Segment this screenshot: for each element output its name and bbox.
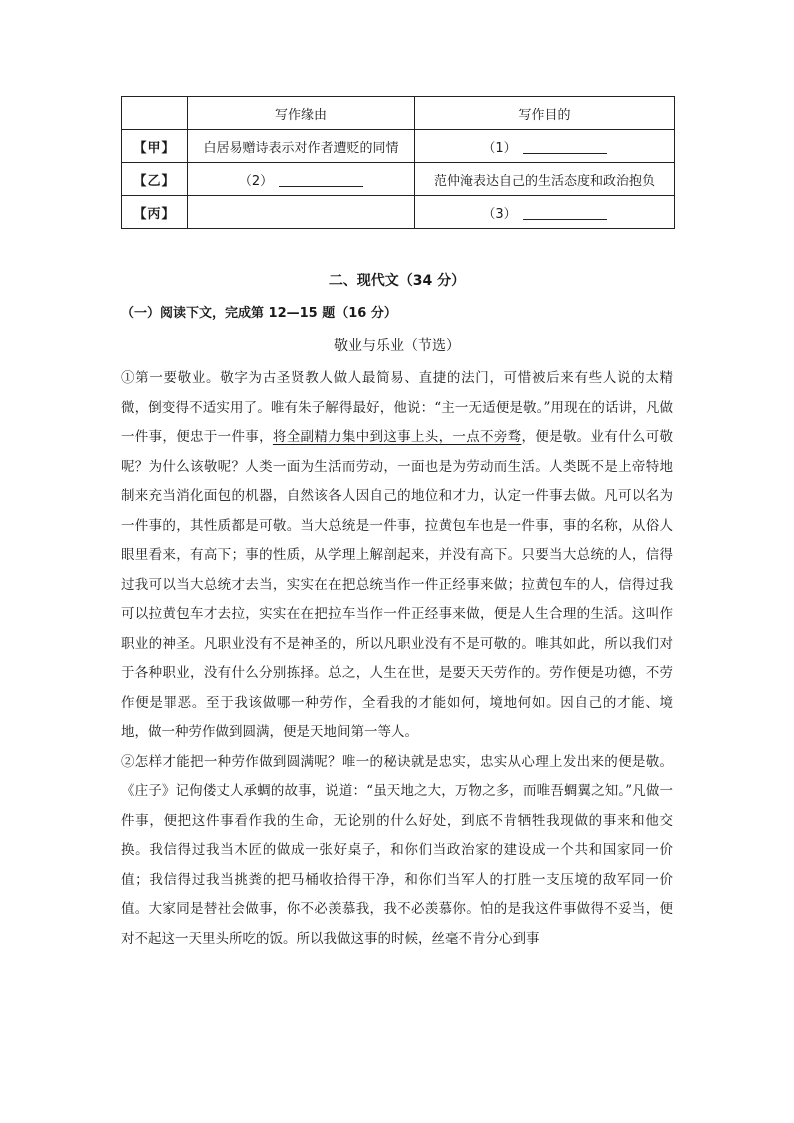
article-title: 敬业与乐业（节选） [334,338,460,354]
purpose-cell-jia [415,130,675,163]
comparison-table [121,96,675,229]
underlined-phrase: 将全副精力集中到这事上头，一点不旁骛 [272,429,522,445]
subsection-title: （一）阅读下文，完成第 12—15 题（16 分） [121,306,397,321]
paragraph-1-text-after: ，便是敬。业有什么可敬呢？为什么该敬呢？人类一面为生活而劳动，一面也是为劳动而生活。人类既不是上帝特地制来充当消化面包的机器，自然该各人因自己的地位和才力，认定一件事去做。凡可以名为一件事的，其性质都是可敬。当大总统是一件事，拉黄包车也是一件事，事的名称，从俗人眼里看来，有高下；事的性质，从学理上解剖起来，并没有高下。只要当大总统的人，信得过我可以当大总统才去当，实实在在把总统当作一件正经事来做；拉黄包车的人，信得过我可以拉黄包车才去拉，实实在在把拉车当作一件正经事来做，便是人生合理的生活。这叫作职业的神圣。凡职业没有不是神圣的，所以凡职业没有不是可敬的。唯其如此，所以我们对于各种职业，没有什么分别拣择。总之，人生在世，是要天天劳作的。劳作便是功德，不劳作便是罪恶。至于我该做哪一种劳作，全看我的才能如何，境地何如。因自己的才能、境地，做一种劳作做到圆满，便是天地间第一等人。 [121,429,674,740]
answer-blank-2[interactable] [279,174,363,187]
paragraph-1 [121,364,673,748]
table-row-yi [122,163,675,196]
table-header-row [122,97,675,130]
reason-cell-bing [188,196,415,229]
reason-cell-jia: 白居易赠诗表示对作者遭贬的同情 [188,130,415,163]
purpose-cell-bing [415,196,675,229]
paragraph-1-text-before: ①第一要敬业。敬字为古圣贤教人做人最简易、直捷的法门，可惜被后来有些人说的太精微，倒变得不适实用了。唯有朱子解得最好，他说：“主一无适便是敬。”用现在的话讲，凡做一件事，便忠于一件事， [121,370,673,445]
header-cell-corner [122,97,188,130]
row-label-yi: 【乙】 [122,163,188,196]
answer-blank-3[interactable] [523,207,607,220]
table-row-jia [122,130,675,163]
purpose-cell-yi: 范仲淹表达自己的生活态度和政治抱负 [415,163,675,196]
row-label-bing: 【丙】 [122,196,188,229]
blank-number-3: （3） [482,206,517,222]
comparison-table-wrapper [121,96,674,229]
paragraph-2: ②怎样才能把一种劳作做到圆满呢？唯一的秘诀就是忠实，忠实从心理上发出来的便是敬。《庄子》记佝偻丈人承蜩的故事，说道：“虽天地之大，万物之多，而唯吾蜩翼之知。”凡做一件事，便把这件事看作我的生命，无论别的什么好处，到底不肯牺牲我现做的事来和他交换。我信得过我当木匠的做成一张好桌子，和你们当政治家的建设成一个共和国家同一价值；我信得过我当挑粪的把马桶收拾得干净，和你们当军人的打胜一支压境的敌军同一价值。大家同是替社会做事，你不必羡慕我，我不必羡慕你。怕的是我这件事做得不妥当，便对不起这一天里头所吃的饭。所以我做这事的时候，丝毫不肯分心到事 [121,753,673,947]
header-cell-purpose: 写作目的 [415,97,675,130]
header-cell-reason: 写作缘由 [188,97,415,130]
answer-blank-1[interactable] [523,141,607,154]
reason-cell-yi [188,163,415,196]
article-body [121,364,673,954]
row-label-jia: 【甲】 [122,130,188,163]
blank-number-1: （1） [482,140,517,156]
section-title: 二、现代文（34 分） [328,273,466,289]
table-row-bing [122,196,675,229]
blank-number-2: （2） [238,173,274,189]
